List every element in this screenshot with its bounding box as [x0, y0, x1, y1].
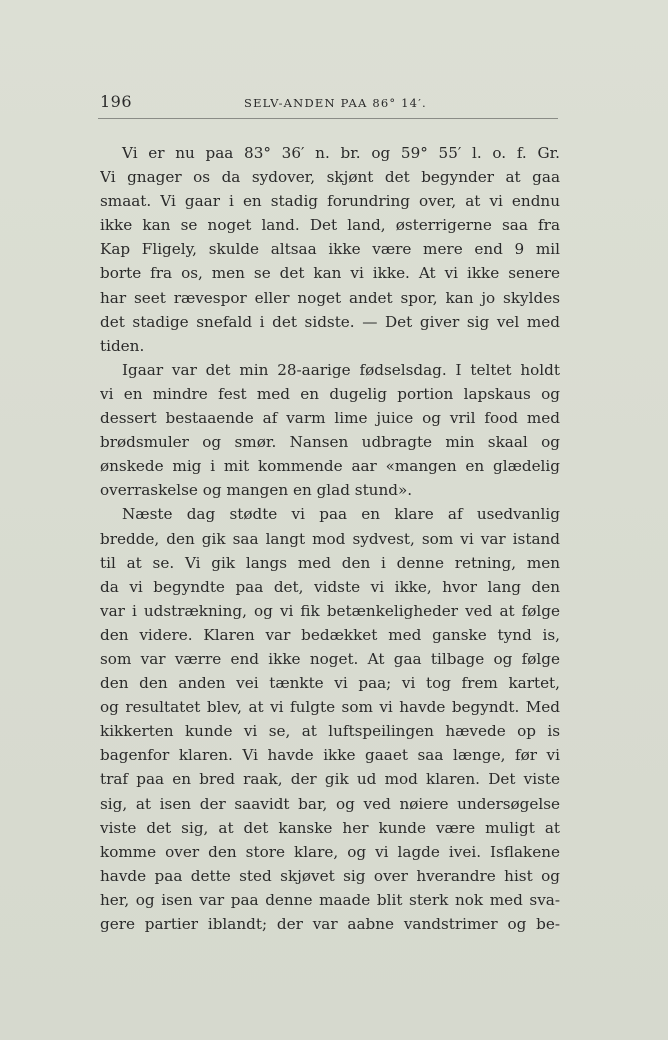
text-line: til at se. Vi gik langs med den i denne retning, men — [100, 553, 560, 572]
text-line: den den anden vei tænkte vi paa; vi tog frem kartet, — [100, 674, 560, 693]
body-text — [100, 141, 560, 936]
text-line: havde paa dette sted skjøvet sig over hverandre hist og — [100, 866, 560, 885]
page-number: 196 — [100, 92, 133, 111]
text-line: Vi gnager os da sydover, skjønt det begynder at gaa — [100, 168, 560, 187]
text-line: overraskelse og mangen en glad stund». — [100, 481, 413, 500]
text-line: sig, at isen der saavidt bar, og ved nøiere undersøgelse — [100, 794, 560, 813]
text-line: vi en mindre fest med en dugelig portion lapskaus og — [100, 384, 560, 403]
page-header — [98, 90, 558, 120]
text-line: traf paa en bred raak, der gik ud mod klaren. Det viste — [100, 770, 560, 789]
text-line: dessert bestaaende af varm lime juice og vril food med — [100, 409, 560, 428]
text-line: kikkerten kunde vi se, at luftspeilingen hævede op is — [100, 722, 560, 741]
text-line: komme over den store klare, og vi lagde ivei. Isflakene — [100, 842, 560, 861]
text-line: borte fra os, men se det kan vi ikke. At vi ikke senere — [100, 264, 560, 283]
text-line: som var værre end ikke noget. At gaa tilbage og følge — [100, 649, 560, 668]
text-line: Kap Fligely, skulde altsaa ikke være mere end 9 mil — [100, 240, 560, 259]
text-line: bredde, den gik saa langt mod sydvest, som vi var istand — [100, 529, 560, 548]
text-line: var i udstrækning, og vi fik betænkeligheder ved at følge — [100, 601, 560, 620]
text-line: brødsmuler og smør. Nansen udbragte min skaal og — [100, 433, 560, 452]
text-line: ønskede mig i mit kommende aar «mangen en glædelig — [100, 457, 560, 476]
text-line: den videre. Klaren var bedækket med ganske tynd is, — [100, 625, 560, 644]
text-line: tiden. — [100, 336, 145, 355]
text-line: da vi begyndte paa det, vidste vi ikke, hvor lang den — [100, 577, 560, 596]
text-line: Vi er nu paa 83° 36′ n. br. og 59° 55′ l. o. f. Gr. — [122, 144, 560, 162]
text-line: ikke kan se noget land. Det land, østerrigerne saa fra — [100, 216, 560, 235]
text-line: Næste dag stødte vi paa en klare af usedvanlig — [122, 505, 560, 524]
text-line: og resultatet blev, at vi fulgte som vi havde begyndt. Med — [100, 698, 560, 717]
text-line: Igaar var det min 28-aarige fødselsdag. I teltet holdt — [122, 360, 560, 379]
text-line: gere partier iblandt; der var aabne vandstrimer og be- — [100, 915, 560, 933]
text-line: her, og isen var paa denne maade blit sterk nok med sva- — [100, 890, 560, 909]
running-title: SELV-ANDEN PAA 86° 14′. — [244, 96, 427, 110]
text-line: bagenfor klaren. Vi havde ikke gaaet saa længe, før vi — [100, 746, 560, 765]
text-line: viste det sig, at det kanske her kunde være muligt at — [100, 818, 560, 837]
text-line: det stadige snefald i det sidste. — Det giver sig vel med — [100, 312, 560, 331]
text-line: har seet rævespor eller noget andet spor, kan jo skyldes — [100, 288, 560, 307]
header-rule — [98, 118, 558, 119]
text-line: smaat. Vi gaar i en stadig forundring over, at vi endnu — [100, 192, 560, 211]
